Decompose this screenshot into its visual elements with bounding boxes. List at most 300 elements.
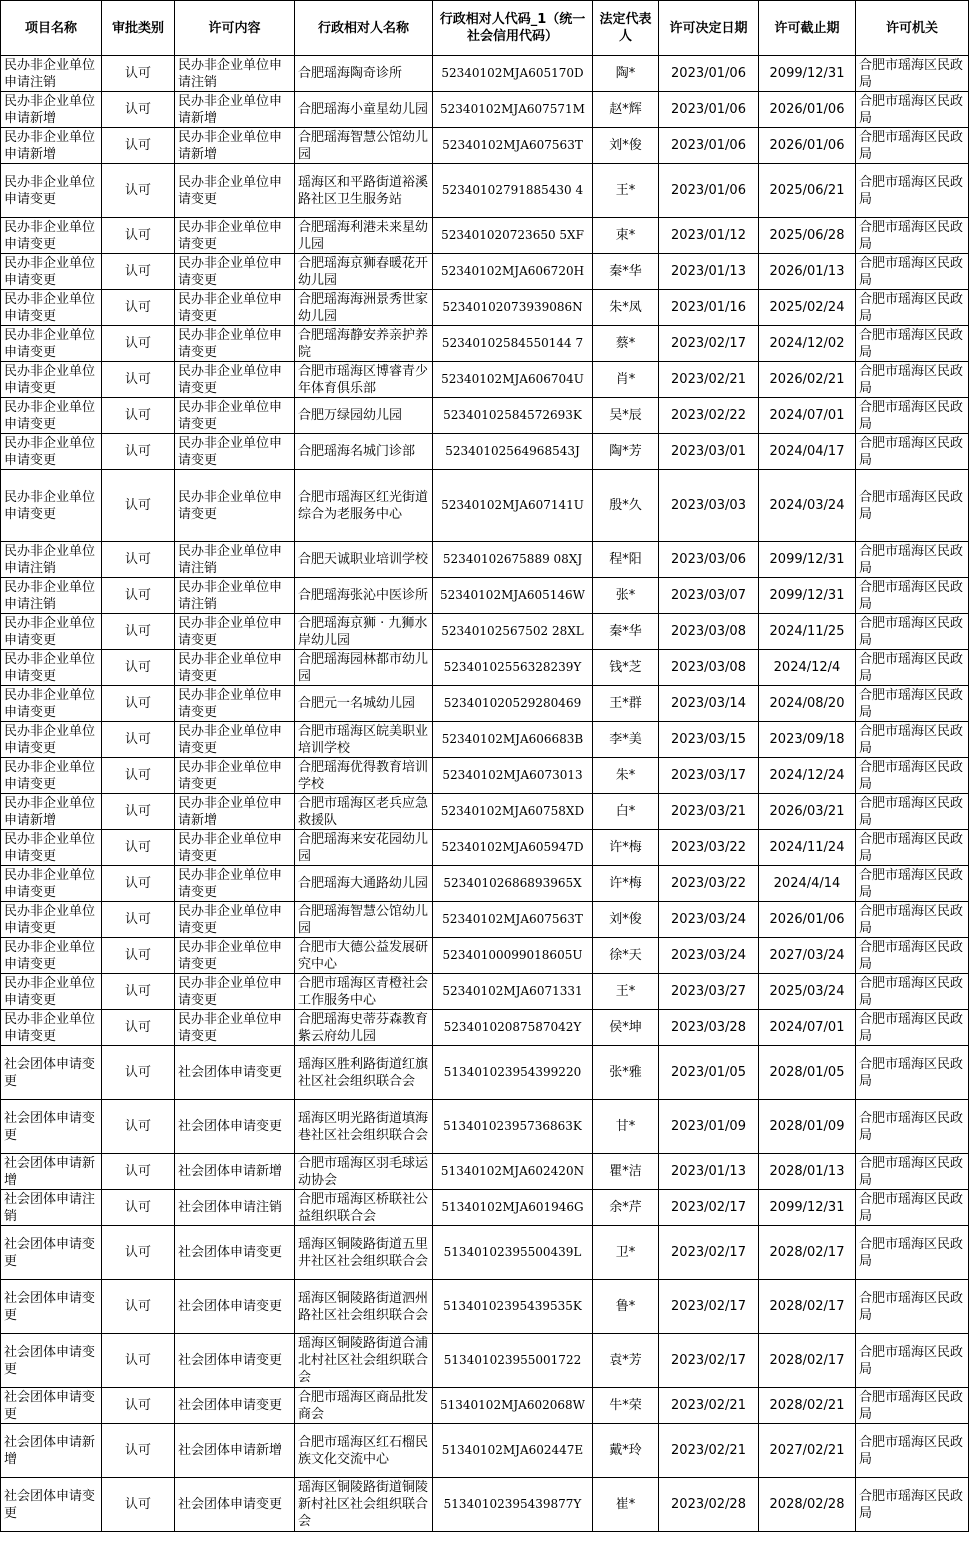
authority-cell: 合肥市瑶海区民政局: [856, 614, 969, 650]
approval-type-cell: 认可: [102, 326, 175, 362]
approval-type-cell: 认可: [102, 830, 175, 866]
legal-rep-cell: 白*: [593, 794, 659, 830]
permit-content-cell: 民办非企业单位申请变更: [175, 614, 295, 650]
table-row: [1, 578, 969, 614]
project-name-cell: 民办非企业单位申请新增: [1, 128, 102, 164]
project-name-cell: 民办非企业单位申请变更: [1, 866, 102, 902]
decision-date-cell: 2023/02/22: [659, 398, 759, 434]
authority-cell: 合肥市瑶海区民政局: [856, 722, 969, 758]
table-row: [1, 1154, 969, 1190]
authority-cell: 合肥市瑶海区民政局: [856, 1334, 969, 1388]
credit-code-cell: 513401023955001722: [433, 1334, 593, 1388]
decision-date-cell: 2023/01/12: [659, 218, 759, 254]
expiry-date-cell: 2024/07/01: [759, 398, 856, 434]
authority-cell: 合肥市瑶海区民政局: [856, 866, 969, 902]
expiry-date-cell: 2026/01/06: [759, 92, 856, 128]
authority-cell: 合肥市瑶海区民政局: [856, 362, 969, 398]
project-name-cell: 民办非企业单位申请变更: [1, 290, 102, 326]
approval-type-cell: 认可: [102, 1334, 175, 1388]
credit-code-cell: 52340102MJA60758XD: [433, 794, 593, 830]
permit-content-cell: 民办非企业单位申请变更: [175, 218, 295, 254]
decision-date-cell: 2023/03/08: [659, 614, 759, 650]
authority-cell: 合肥市瑶海区民政局: [856, 974, 969, 1010]
project-name-cell: 民办非企业单位申请变更: [1, 398, 102, 434]
project-name-cell: 民办非企业单位申请新增: [1, 794, 102, 830]
table-row: [1, 542, 969, 578]
table-row: [1, 938, 969, 974]
decision-date-cell: 2023/01/06: [659, 56, 759, 92]
expiry-date-cell: 2024/11/24: [759, 830, 856, 866]
credit-code-cell: 51340102MJA602420N: [433, 1154, 593, 1190]
expiry-date-cell: 2024/12/02: [759, 326, 856, 362]
permit-content-cell: 民办非企业单位申请新增: [175, 128, 295, 164]
authority-cell: 合肥市瑶海区民政局: [856, 758, 969, 794]
legal-rep-cell: 袁*芳: [593, 1334, 659, 1388]
legal-rep-cell: 朱*: [593, 758, 659, 794]
approval-type-cell: 认可: [102, 1388, 175, 1424]
table-row: [1, 974, 969, 1010]
decision-date-cell: 2023/03/01: [659, 434, 759, 470]
authority-cell: 合肥市瑶海区民政局: [856, 1226, 969, 1280]
table-row: [1, 1010, 969, 1046]
expiry-date-cell: 2099/12/31: [759, 56, 856, 92]
approval-type-cell: 认可: [102, 362, 175, 398]
authority-cell: 合肥市瑶海区民政局: [856, 1100, 969, 1154]
legal-rep-cell: 束*: [593, 218, 659, 254]
table-row: [1, 470, 969, 542]
counterparty-name-cell: 合肥市瑶海区羽毛球运动协会: [295, 1154, 433, 1190]
permit-content-cell: 民办非企业单位申请变更: [175, 758, 295, 794]
table-row: [1, 290, 969, 326]
credit-code-cell: 52340102MJA606683B: [433, 722, 593, 758]
approval-type-cell: 认可: [102, 290, 175, 326]
permit-content-cell: 民办非企业单位申请新增: [175, 92, 295, 128]
counterparty-name-cell: 合肥瑶海园林都市幼儿园: [295, 650, 433, 686]
counterparty-name-cell: 合肥瑶海名城门诊部: [295, 434, 433, 470]
credit-code-cell: 52340102MJA607141U: [433, 470, 593, 542]
permit-content-cell: 社会团体申请变更: [175, 1388, 295, 1424]
approval-type-cell: 认可: [102, 866, 175, 902]
table-row: [1, 218, 969, 254]
legal-rep-cell: 卫*: [593, 1226, 659, 1280]
table-row: [1, 362, 969, 398]
decision-date-cell: 2023/03/27: [659, 974, 759, 1010]
counterparty-name-cell: 合肥市瑶海区红光街道综合为老服务中心: [295, 470, 433, 542]
project-name-cell: 民办非企业单位申请变更: [1, 326, 102, 362]
decision-date-cell: 2023/03/15: [659, 722, 759, 758]
approval-type-cell: 认可: [102, 578, 175, 614]
permit-content-cell: 民办非企业单位申请变更: [175, 902, 295, 938]
approval-type-cell: 认可: [102, 614, 175, 650]
decision-date-cell: 2023/01/05: [659, 1046, 759, 1100]
legal-rep-cell: 秦*华: [593, 254, 659, 290]
counterparty-name-cell: 合肥天诚职业培训学校: [295, 542, 433, 578]
counterparty-name-cell: 合肥元一名城幼儿园: [295, 686, 433, 722]
authority-cell: 合肥市瑶海区民政局: [856, 290, 969, 326]
project-name-cell: 民办非企业单位申请变更: [1, 434, 102, 470]
permit-content-cell: 民办非企业单位申请变更: [175, 1010, 295, 1046]
decision-date-cell: 2023/02/21: [659, 1388, 759, 1424]
decision-date-cell: 2023/03/22: [659, 830, 759, 866]
col-header-legal-rep: 法定代表人: [593, 1, 659, 56]
expiry-date-cell: 2024/4/14: [759, 866, 856, 902]
authority-cell: 合肥市瑶海区民政局: [856, 1478, 969, 1532]
expiry-date-cell: 2024/03/24: [759, 470, 856, 542]
legal-rep-cell: 徐*天: [593, 938, 659, 974]
expiry-date-cell: 2024/12/24: [759, 758, 856, 794]
col-header-permit-content: 许可内容: [175, 1, 295, 56]
table-row: [1, 614, 969, 650]
authority-cell: 合肥市瑶海区民政局: [856, 218, 969, 254]
expiry-date-cell: 2099/12/31: [759, 542, 856, 578]
decision-date-cell: 2023/02/17: [659, 1280, 759, 1334]
authority-cell: 合肥市瑶海区民政局: [856, 578, 969, 614]
authority-cell: 合肥市瑶海区民政局: [856, 542, 969, 578]
credit-code-cell: 513401023954399220: [433, 1046, 593, 1100]
permit-content-cell: 民办非企业单位申请注销: [175, 542, 295, 578]
counterparty-name-cell: 合肥瑶海史蒂芬森教育紫云府幼儿园: [295, 1010, 433, 1046]
permit-content-cell: 民办非企业单位申请变更: [175, 866, 295, 902]
counterparty-name-cell: 合肥瑶海大通路幼儿园: [295, 866, 433, 902]
expiry-date-cell: 2023/09/18: [759, 722, 856, 758]
decision-date-cell: 2023/02/17: [659, 1226, 759, 1280]
expiry-date-cell: 2026/01/13: [759, 254, 856, 290]
legal-rep-cell: 钱*芝: [593, 650, 659, 686]
counterparty-name-cell: 合肥市瑶海区红石榴民族文化交流中心: [295, 1424, 433, 1478]
permit-content-cell: 民办非企业单位申请新增: [175, 794, 295, 830]
credit-code-cell: 52340102675889 08XJ: [433, 542, 593, 578]
approval-type-cell: 认可: [102, 758, 175, 794]
authority-cell: 合肥市瑶海区民政局: [856, 1424, 969, 1478]
authority-cell: 合肥市瑶海区民政局: [856, 1010, 969, 1046]
table-row: [1, 1280, 969, 1334]
decision-date-cell: 2023/03/21: [659, 794, 759, 830]
counterparty-name-cell: 瑶海区铜陵路街道五里井社区社会组织联合会: [295, 1226, 433, 1280]
credit-code-cell: 52340102MJA605170D: [433, 56, 593, 92]
approval-type-cell: 认可: [102, 398, 175, 434]
legal-rep-cell: 王*群: [593, 686, 659, 722]
permit-content-cell: 社会团体申请新增: [175, 1154, 295, 1190]
project-name-cell: 社会团体申请新增: [1, 1154, 102, 1190]
permit-content-cell: 民办非企业单位申请变更: [175, 974, 295, 1010]
expiry-date-cell: 2024/11/25: [759, 614, 856, 650]
table-row: [1, 1046, 969, 1100]
credit-code-cell: 52340102584550144 7: [433, 326, 593, 362]
authority-cell: 合肥市瑶海区民政局: [856, 434, 969, 470]
authority-cell: 合肥市瑶海区民政局: [856, 686, 969, 722]
expiry-date-cell: 2028/02/17: [759, 1334, 856, 1388]
credit-code-cell: 52340102564968543J: [433, 434, 593, 470]
credit-code-cell: 523401020723650 5XF: [433, 218, 593, 254]
project-name-cell: 社会团体申请变更: [1, 1478, 102, 1532]
counterparty-name-cell: 瑶海区胜利路街道红旗社区社会组织联合会: [295, 1046, 433, 1100]
expiry-date-cell: 2028/01/13: [759, 1154, 856, 1190]
approval-type-cell: 认可: [102, 254, 175, 290]
project-name-cell: 社会团体申请变更: [1, 1046, 102, 1100]
authority-cell: 合肥市瑶海区民政局: [856, 794, 969, 830]
col-header-project-name: 项目名称: [1, 1, 102, 56]
permit-content-cell: 民办非企业单位申请变更: [175, 938, 295, 974]
table-row: [1, 722, 969, 758]
permit-content-cell: 社会团体申请注销: [175, 1190, 295, 1226]
expiry-date-cell: 2026/01/06: [759, 902, 856, 938]
expiry-date-cell: 2028/01/09: [759, 1100, 856, 1154]
counterparty-name-cell: 合肥市瑶海区桥联社公益组织联合会: [295, 1190, 433, 1226]
legal-rep-cell: 牛*荣: [593, 1388, 659, 1424]
decision-date-cell: 2023/01/06: [659, 128, 759, 164]
expiry-date-cell: 2025/02/24: [759, 290, 856, 326]
col-header-approval-type: 审批类别: [102, 1, 175, 56]
expiry-date-cell: 2024/07/01: [759, 1010, 856, 1046]
expiry-date-cell: 2028/02/17: [759, 1226, 856, 1280]
project-name-cell: 民办非企业单位申请变更: [1, 254, 102, 290]
counterparty-name-cell: 瑶海区明光路街道填海巷社区社会组织联合会: [295, 1100, 433, 1154]
expiry-date-cell: 2025/06/21: [759, 164, 856, 218]
project-name-cell: 民办非企业单位申请变更: [1, 974, 102, 1010]
credit-code-cell: 52340102087587042Y: [433, 1010, 593, 1046]
approval-type-cell: 认可: [102, 164, 175, 218]
authority-cell: 合肥市瑶海区民政局: [856, 1280, 969, 1334]
counterparty-name-cell: 瑶海区铜陵路街道铜陵新村社区社会组织联合会: [295, 1478, 433, 1532]
credit-code-cell: 52340102791885430 4: [433, 164, 593, 218]
permit-content-cell: 民办非企业单位申请变更: [175, 434, 295, 470]
permit-content-cell: 民办非企业单位申请变更: [175, 254, 295, 290]
project-name-cell: 民办非企业单位申请变更: [1, 650, 102, 686]
credit-code-cell: 523401020529280469: [433, 686, 593, 722]
credit-code-cell: 52340102MJA6071331: [433, 974, 593, 1010]
counterparty-name-cell: 合肥瑶海静安养亲护养院: [295, 326, 433, 362]
approval-type-cell: 认可: [102, 1010, 175, 1046]
approval-type-cell: 认可: [102, 128, 175, 164]
permit-content-cell: 民办非企业单位申请变更: [175, 470, 295, 542]
table-row: [1, 1334, 969, 1388]
legal-rep-cell: 王*: [593, 164, 659, 218]
decision-date-cell: 2023/01/13: [659, 254, 759, 290]
authority-cell: 合肥市瑶海区民政局: [856, 128, 969, 164]
permit-content-cell: 社会团体申请变更: [175, 1334, 295, 1388]
decision-date-cell: 2023/03/03: [659, 470, 759, 542]
authority-cell: 合肥市瑶海区民政局: [856, 1154, 969, 1190]
credit-code-cell: 51340102395500439L: [433, 1226, 593, 1280]
header-row: [1, 1, 969, 56]
authority-cell: 合肥市瑶海区民政局: [856, 326, 969, 362]
decision-date-cell: 2023/02/17: [659, 326, 759, 362]
table-row: [1, 902, 969, 938]
counterparty-name-cell: 合肥万绿园幼儿园: [295, 398, 433, 434]
decision-date-cell: 2023/02/17: [659, 1190, 759, 1226]
legal-rep-cell: 张*雅: [593, 1046, 659, 1100]
table-row: [1, 1226, 969, 1280]
credit-code-cell: 52340102MJA607563T: [433, 128, 593, 164]
approval-type-cell: 认可: [102, 542, 175, 578]
project-name-cell: 民办非企业单位申请变更: [1, 1010, 102, 1046]
approval-type-cell: 认可: [102, 434, 175, 470]
decision-date-cell: 2023/02/28: [659, 1478, 759, 1532]
legal-rep-cell: 崔*: [593, 1478, 659, 1532]
credit-code-cell: 52340102MJA605146W: [433, 578, 593, 614]
table-row: [1, 92, 969, 128]
col-header-credit-code: 行政相对人代码_1（统一社会信用代码）: [433, 1, 593, 56]
approval-type-cell: 认可: [102, 1190, 175, 1226]
credit-code-cell: 51340102MJA602068W: [433, 1388, 593, 1424]
authority-cell: 合肥市瑶海区民政局: [856, 938, 969, 974]
decision-date-cell: 2023/01/16: [659, 290, 759, 326]
legal-rep-cell: 王*: [593, 974, 659, 1010]
credit-code-cell: 52340102MJA607563T: [433, 902, 593, 938]
permit-content-cell: 民办非企业单位申请变更: [175, 398, 295, 434]
counterparty-name-cell: 合肥瑶海优得教育培训学校: [295, 758, 433, 794]
project-name-cell: 民办非企业单位申请注销: [1, 56, 102, 92]
counterparty-name-cell: 合肥瑶海利港未来星幼儿园: [295, 218, 433, 254]
legal-rep-cell: 鲁*: [593, 1280, 659, 1334]
expiry-date-cell: 2025/03/24: [759, 974, 856, 1010]
decision-date-cell: 2023/03/24: [659, 902, 759, 938]
counterparty-name-cell: 瑶海区铜陵路街道合浦北村社区社会组织联合会: [295, 1334, 433, 1388]
table-row: [1, 56, 969, 92]
project-name-cell: 民办非企业单位申请注销: [1, 578, 102, 614]
counterparty-name-cell: 合肥瑶海京狮 · 九狮水岸幼儿园: [295, 614, 433, 650]
permit-content-cell: 社会团体申请变更: [175, 1280, 295, 1334]
counterparty-name-cell: 合肥瑶海智慧公馆幼儿园: [295, 128, 433, 164]
credit-code-cell: 51340102MJA602447E: [433, 1424, 593, 1478]
permit-content-cell: 民办非企业单位申请变更: [175, 326, 295, 362]
counterparty-name-cell: 合肥市瑶海区老兵应急救援队: [295, 794, 433, 830]
project-name-cell: 民办非企业单位申请注销: [1, 542, 102, 578]
permit-content-cell: 民办非企业单位申请注销: [175, 578, 295, 614]
legal-rep-cell: 许*梅: [593, 866, 659, 902]
decision-date-cell: 2023/01/06: [659, 92, 759, 128]
authority-cell: 合肥市瑶海区民政局: [856, 830, 969, 866]
counterparty-name-cell: 合肥市瑶海区青橙社会工作服务中心: [295, 974, 433, 1010]
credit-code-cell: 52340102MJA6073013: [433, 758, 593, 794]
table-row: [1, 434, 969, 470]
table-row: [1, 794, 969, 830]
table-row: [1, 1424, 969, 1478]
legal-rep-cell: 李*美: [593, 722, 659, 758]
project-name-cell: 民办非企业单位申请变更: [1, 362, 102, 398]
expiry-date-cell: 2026/02/21: [759, 362, 856, 398]
counterparty-name-cell: 瑶海区和平路街道裕溪路社区卫生服务站: [295, 164, 433, 218]
permit-content-cell: 社会团体申请新增: [175, 1424, 295, 1478]
approval-type-cell: 认可: [102, 1100, 175, 1154]
project-name-cell: 社会团体申请变更: [1, 1226, 102, 1280]
expiry-date-cell: 2099/12/31: [759, 1190, 856, 1226]
credit-code-cell: 51340102395439535K: [433, 1280, 593, 1334]
expiry-date-cell: 2028/02/21: [759, 1388, 856, 1424]
col-header-decision-date: 许可决定日期: [659, 1, 759, 56]
project-name-cell: 民办非企业单位申请变更: [1, 164, 102, 218]
permit-content-cell: 民办非企业单位申请注销: [175, 56, 295, 92]
project-name-cell: 社会团体申请变更: [1, 1334, 102, 1388]
approval-type-cell: 认可: [102, 1424, 175, 1478]
table-row: [1, 1100, 969, 1154]
approval-type-cell: 认可: [102, 650, 175, 686]
legal-rep-cell: 殷*久: [593, 470, 659, 542]
expiry-date-cell: 2027/02/21: [759, 1424, 856, 1478]
table-row: [1, 830, 969, 866]
table-row: [1, 398, 969, 434]
legal-rep-cell: 肖*: [593, 362, 659, 398]
table-row: [1, 1190, 969, 1226]
legal-rep-cell: 朱*凤: [593, 290, 659, 326]
legal-rep-cell: 瞿*洁: [593, 1154, 659, 1190]
authority-cell: 合肥市瑶海区民政局: [856, 254, 969, 290]
approval-type-cell: 认可: [102, 1478, 175, 1532]
counterparty-name-cell: 合肥市大德公益发展研究中心: [295, 938, 433, 974]
table-row: [1, 254, 969, 290]
approval-type-cell: 认可: [102, 794, 175, 830]
project-name-cell: 民办非企业单位申请变更: [1, 470, 102, 542]
legal-rep-cell: 程*阳: [593, 542, 659, 578]
project-name-cell: 民办非企业单位申请变更: [1, 722, 102, 758]
credit-code-cell: 52340100099018605U: [433, 938, 593, 974]
counterparty-name-cell: 合肥瑶海小童星幼儿园: [295, 92, 433, 128]
approval-type-cell: 认可: [102, 218, 175, 254]
legal-rep-cell: 陶*芳: [593, 434, 659, 470]
decision-date-cell: 2023/03/08: [659, 650, 759, 686]
legal-rep-cell: 刘*俊: [593, 902, 659, 938]
legal-rep-cell: 甘*: [593, 1100, 659, 1154]
table-row: [1, 1478, 969, 1532]
credit-code-cell: 52340102556328239Y: [433, 650, 593, 686]
expiry-date-cell: 2028/01/05: [759, 1046, 856, 1100]
decision-date-cell: 2023/01/09: [659, 1100, 759, 1154]
credit-code-cell: 51340102395439877Y: [433, 1478, 593, 1532]
project-name-cell: 民办非企业单位申请新增: [1, 92, 102, 128]
approval-type-cell: 认可: [102, 974, 175, 1010]
legal-rep-cell: 戴*玲: [593, 1424, 659, 1478]
expiry-date-cell: 2024/08/20: [759, 686, 856, 722]
authority-cell: 合肥市瑶海区民政局: [856, 1046, 969, 1100]
permit-content-cell: 民办非企业单位申请变更: [175, 830, 295, 866]
decision-date-cell: 2023/03/17: [659, 758, 759, 794]
decision-date-cell: 2023/02/21: [659, 362, 759, 398]
decision-date-cell: 2023/01/06: [659, 164, 759, 218]
authority-cell: 合肥市瑶海区民政局: [856, 902, 969, 938]
expiry-date-cell: 2028/02/17: [759, 1280, 856, 1334]
authority-cell: 合肥市瑶海区民政局: [856, 1388, 969, 1424]
decision-date-cell: 2023/02/17: [659, 1334, 759, 1388]
col-header-counterparty-name: 行政相对人名称: [295, 1, 433, 56]
counterparty-name-cell: 合肥瑶海海洲景秀世家幼儿园: [295, 290, 433, 326]
decision-date-cell: 2023/03/28: [659, 1010, 759, 1046]
expiry-date-cell: 2027/03/24: [759, 938, 856, 974]
expiry-date-cell: 2026/03/21: [759, 794, 856, 830]
col-header-expiry-date: 许可截止期: [759, 1, 856, 56]
permit-content-cell: 民办非企业单位申请变更: [175, 686, 295, 722]
approval-type-cell: 认可: [102, 902, 175, 938]
approval-type-cell: 认可: [102, 938, 175, 974]
project-name-cell: 社会团体申请变更: [1, 1388, 102, 1424]
credit-code-cell: 52340102MJA605947D: [433, 830, 593, 866]
decision-date-cell: 2023/03/22: [659, 866, 759, 902]
decision-date-cell: 2023/03/24: [659, 938, 759, 974]
legal-rep-cell: 秦*华: [593, 614, 659, 650]
expiry-date-cell: 2024/04/17: [759, 434, 856, 470]
expiry-date-cell: 2026/01/06: [759, 128, 856, 164]
credit-code-cell: 51340102395736863K: [433, 1100, 593, 1154]
counterparty-name-cell: 合肥瑶海京狮春暖花开幼儿园: [295, 254, 433, 290]
table-row: [1, 1388, 969, 1424]
authority-cell: 合肥市瑶海区民政局: [856, 398, 969, 434]
approval-type-cell: 认可: [102, 1154, 175, 1190]
project-name-cell: 民办非企业单位申请变更: [1, 218, 102, 254]
expiry-date-cell: 2028/02/28: [759, 1478, 856, 1532]
decision-date-cell: 2023/03/06: [659, 542, 759, 578]
legal-rep-cell: 刘*俊: [593, 128, 659, 164]
legal-rep-cell: 余*芹: [593, 1190, 659, 1226]
approval-type-cell: 认可: [102, 470, 175, 542]
